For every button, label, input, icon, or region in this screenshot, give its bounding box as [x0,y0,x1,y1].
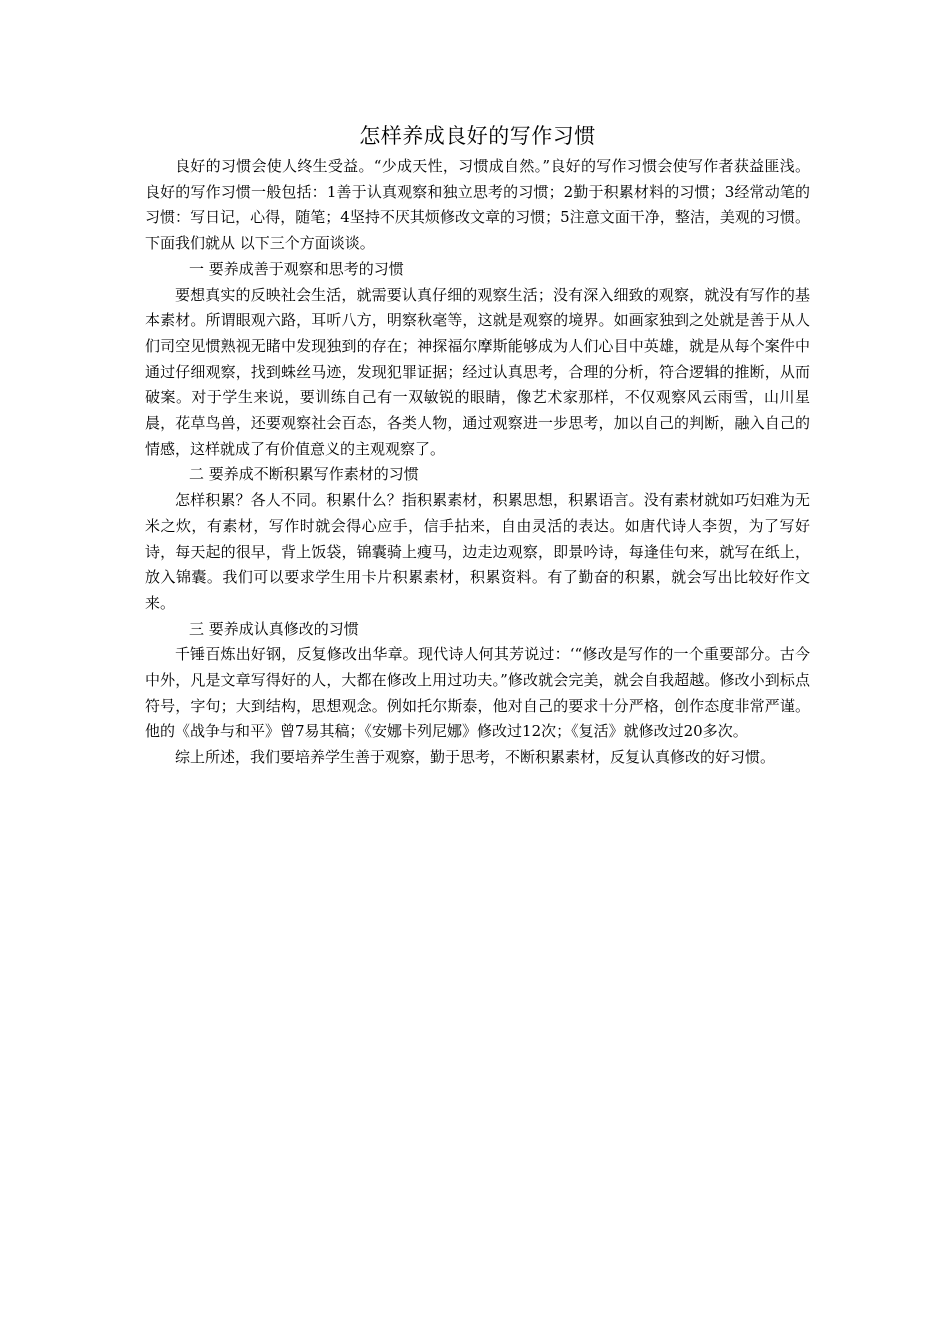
section-heading: 二 要养成不断积累写作素材的习惯 [189,465,419,484]
intro-paragraph: 良好的习惯会使人终生受益。“少成天性，习惯成自然。”良好的写作习惯会使写作者获益匪浅。良好的写作习惯一般包括：1善于认真观察和独立思考的习惯；2勤于积累材料的习惯；3经常动笔的习惯：写日记，心得，随笔；4坚持不厌其烦修改文章的习惯；5注意文面干净，整洁，美观的习惯。下面我们就从 以下三个方面谈谈。 [145,157,810,253]
section-body: 千锤百炼出好钢，反复修改出华章。现代诗人何其芳说过：‘“修改是写作的一个重要部分。古今中外，凡是文章写得好的人，大都在修改上用过功夫。”修改就会完美，就会自我超越。修改小到标点符号，字句；大到结构，思想观念。例如托尔斯泰，他对自己的要求十分严格，创作态度非常严谨。他的《战争与和平》曾7易其稿；《安娜卡列尼娜》修改过12次；《复活》就修改过20多次。 [145,645,810,741]
document-page [145,118,810,771]
section-observation [145,257,810,463]
section-revision [145,617,810,746]
section-heading: 三 要养成认真修改的习惯 [189,619,359,638]
section-body: 怎样积累？各人不同。积累什么？指积累素材，积累思想，积累语言。没有素材就如巧妇难为无米之炊，有素材，写作时就会得心应手，信手拈来，自由灵活的表达。如唐代诗人李贺，为了写好诗，每天起的很早，背上饭袋，锦囊骑上瘦马，边走边观察，即景吟诗，每逢佳句来，就写在纸上，放入锦囊。我们可以要求学生用卡片积累素材，积累资料。有了勤奋的积累，就会写出比较好作文来。 [145,491,810,612]
section-accumulation [145,462,810,616]
section-heading: 一 要养成善于观察和思考的习惯 [189,259,404,278]
document-title: 怎样养成良好的写作习惯 [359,124,596,148]
conclusion-paragraph: 综上所述，我们要培养学生善于观察，勤于思考，不断积累素材，反复认真修改的好习惯。 [175,748,776,767]
section-body: 要想真实的反映社会生活，就需要认真仔细的观察生活；没有深入细致的观察，就没有写作的基本素材。所谓眼观六路，耳听八方，明察秋毫等，这就是观察的境界。如画家独到之处就是善于从人们司空见惯熟视无睹中发现独到的存在；神探福尔摩斯能够成为人们心目中英雄，就是从每个案件中通过仔细观察，找到蛛丝马迹，发现犯罪证据；经过认真思考，合理的分析，符合逻辑的推断，从而破案。对于学生来说，要训练自己有一双敏锐的眼睛，像艺术家那样，不仅观察风云雨雪，山川星晨，花草鸟兽，还要观察社会百态，各类人物，通过观察进一步思考，加以自己的判断，融入自己的情感，这样就成了有价值意义的主观观察了。 [145,285,810,458]
